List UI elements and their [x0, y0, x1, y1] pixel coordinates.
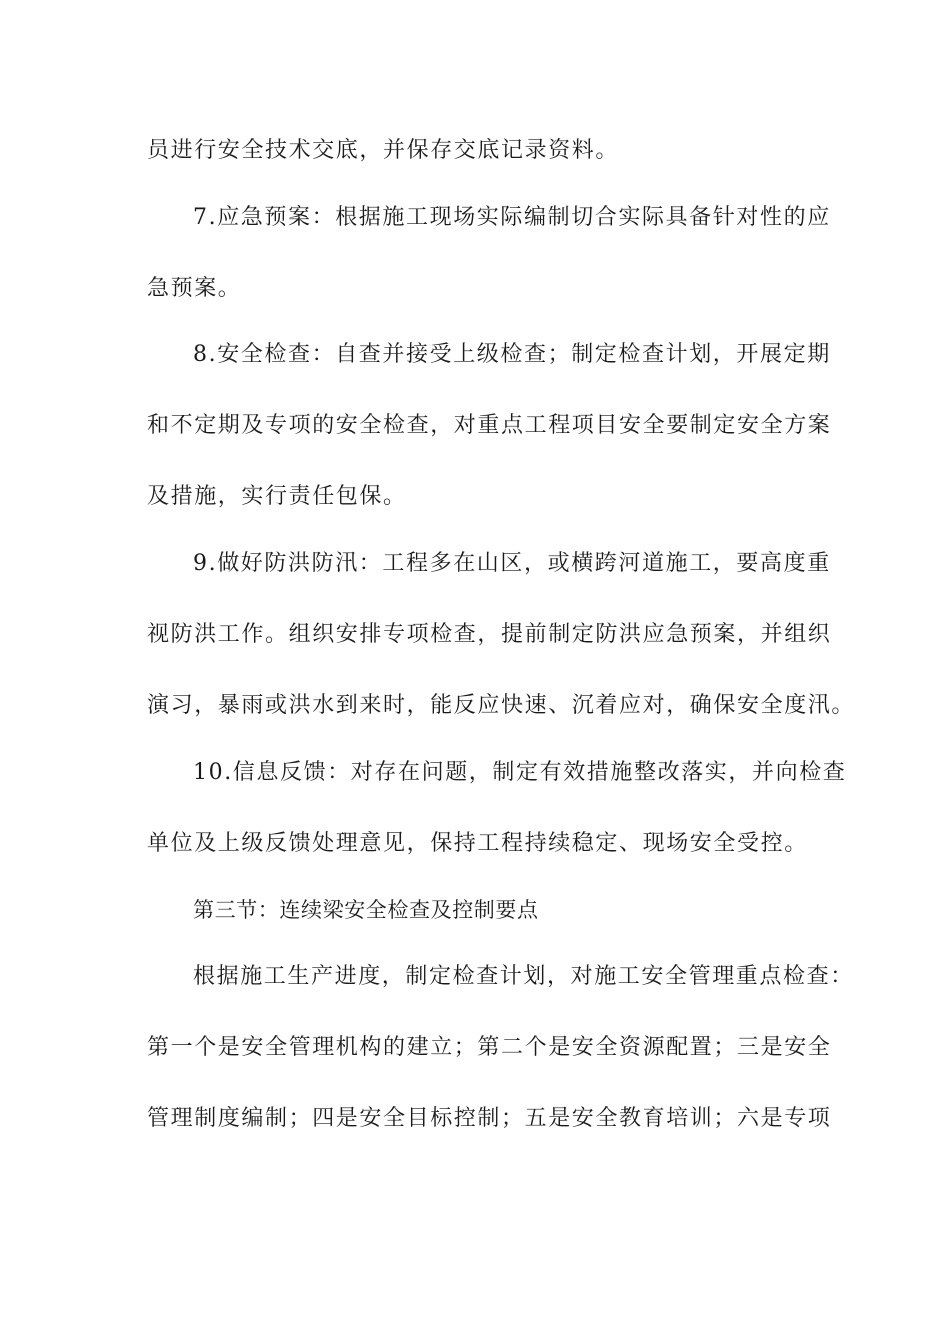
paragraph-line: 9.做好防洪防汛：工程多在山区，或横跨河道施工，要高度重 — [193, 551, 831, 576]
paragraph-line: 根据施工生产进度，制定检查计划，对施工安全管理重点检查： — [193, 964, 854, 989]
paragraph-line: 和不定期及专项的安全检查，对重点工程项目安全要制定安全方案 — [147, 413, 832, 438]
paragraph-line: 视防洪工作。组织安排专项检查，提前制定防洪应急预案，并组织 — [147, 622, 832, 647]
paragraph-line: 及措施，实行责任包保。 — [147, 484, 407, 509]
paragraph-line: 急预案。 — [147, 276, 242, 301]
section-heading: 第三节：连续梁安全检查及控制要点 — [193, 898, 539, 922]
paragraph-line: 管理制度编制；四是安全目标控制；五是安全教育培训；六是专项 — [147, 1106, 832, 1131]
paragraph-line: 8.安全检查：自查并接受上级检查；制定检查计划，开展定期 — [193, 342, 831, 367]
paragraph-line: 7.应急预案：根据施工现场实际编制切合实际具备针对性的应 — [193, 205, 831, 230]
paragraph-line: 演习，暴雨或洪水到来时，能反应快速、沉着应对，确保安全度汛。 — [147, 693, 856, 718]
paragraph-line: 员进行安全技术交底，并保存交底记录资料。 — [147, 138, 620, 163]
paragraph-line: 第一个是安全管理机构的建立；第二个是安全资源配置；三是安全 — [147, 1035, 832, 1060]
paragraph-line: 10.信息反馈：对存在问题，制定有效措施整改落实，并向检查 — [193, 760, 847, 785]
paragraph-line: 单位及上级反馈处理意见，保持工程持续稳定、现场安全受控。 — [147, 831, 808, 856]
